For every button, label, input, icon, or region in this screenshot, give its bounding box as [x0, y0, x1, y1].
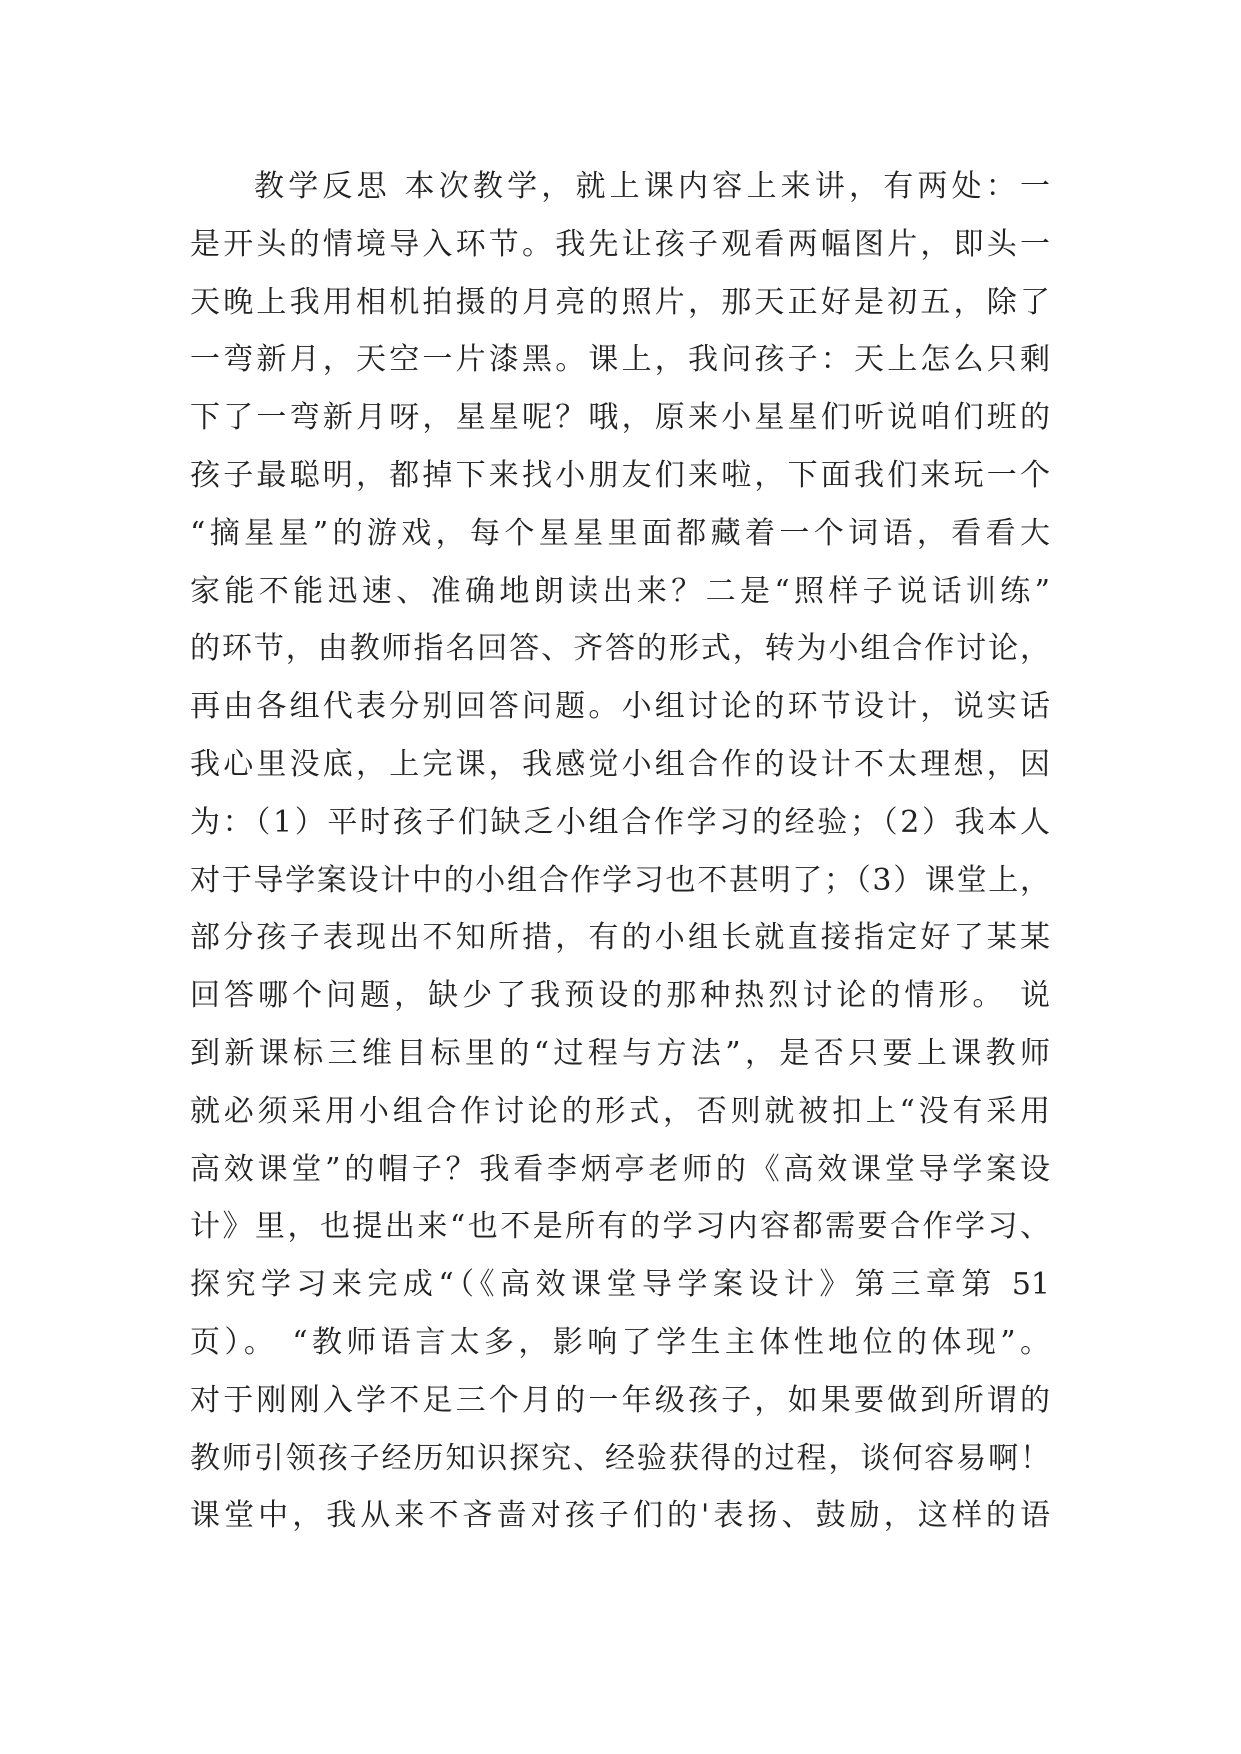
body-text — [190, 158, 1050, 1545]
text-line: 下了一弯新月呀，星星呢？哦，原来小星星们听说咱们班的 — [190, 400, 1050, 436]
text-line: 是开头的情境导入环节。我先让孩子观看两幅图片，即头一 — [190, 226, 1050, 262]
text-line: 计》里，也提出来“也不是所有的学习内容都需要合作学习、 — [190, 1209, 1050, 1245]
text-line: 回答哪个问题，缺少了我预设的那种热烈讨论的情形。 说 — [190, 978, 1050, 1014]
text-line: 对于刚刚入学不足三个月的一年级孩子，如果要做到所谓的 — [190, 1382, 1050, 1418]
text-line: 对于导学案设计中的小组合作学习也不甚明了；（3）课堂上， — [190, 862, 1050, 898]
text-line: 教学反思 本次教学，就上课内容上来讲，有两处：一 — [254, 169, 1050, 204]
text-line: 我心里没底，上完课，我感觉小组合作的设计不太理想，因 — [190, 746, 1050, 782]
text-line: 为：（1）平时孩子们缺乏小组合作学习的经验；（2）我本人 — [190, 804, 1050, 840]
text-line: 的环节，由教师指名回答、齐答的形式，转为小组合作讨论， — [190, 631, 1050, 667]
text-line: 一弯新月，天空一片漆黑。课上，我问孩子：天上怎么只剩 — [190, 342, 1050, 378]
text-line: “摘星星”的游戏，每个星星里面都藏着一个词语，看看大 — [190, 515, 1050, 551]
text-line: 教师引领孩子经历知识探究、经验获得的过程，谈何容易啊！ — [190, 1440, 1050, 1476]
text-line: 课堂中，我从来不吝啬对孩子们的'表扬、鼓励，这样的语 — [190, 1498, 1050, 1534]
text-line: 页）。 “教师语言太多，影响了学生主体性地位的体现”。 — [190, 1324, 1050, 1360]
text-line: 到新课标三维目标里的“过程与方法”，是否只要上课教师 — [190, 1035, 1050, 1071]
text-line: 部分孩子表现出不知所措，有的小组长就直接指定好了某某 — [190, 920, 1050, 956]
text-line: 再由各组代表分别回答问题。小组讨论的环节设计，说实话 — [190, 689, 1050, 725]
text-line: 天晚上我用相机拍摄的月亮的照片，那天正好是初五，除了 — [190, 284, 1050, 320]
text-line: 家能不能迅速、准确地朗读出来？二是“照样子说话训练” — [190, 573, 1050, 609]
text-line: 孩子最聪明，都掉下来找小朋友们来啦，下面我们来玩一个 — [190, 457, 1050, 493]
text-line: 就必须采用小组合作讨论的形式，否则就被扣上“没有采用 — [190, 1093, 1050, 1129]
text-line: 探究学习来完成“（《高效课堂导学案设计》第三章第 51 — [190, 1267, 1050, 1303]
text-line: 高效课堂”的帽子？我看李炳亭老师的《高效课堂导学案设 — [190, 1151, 1050, 1187]
